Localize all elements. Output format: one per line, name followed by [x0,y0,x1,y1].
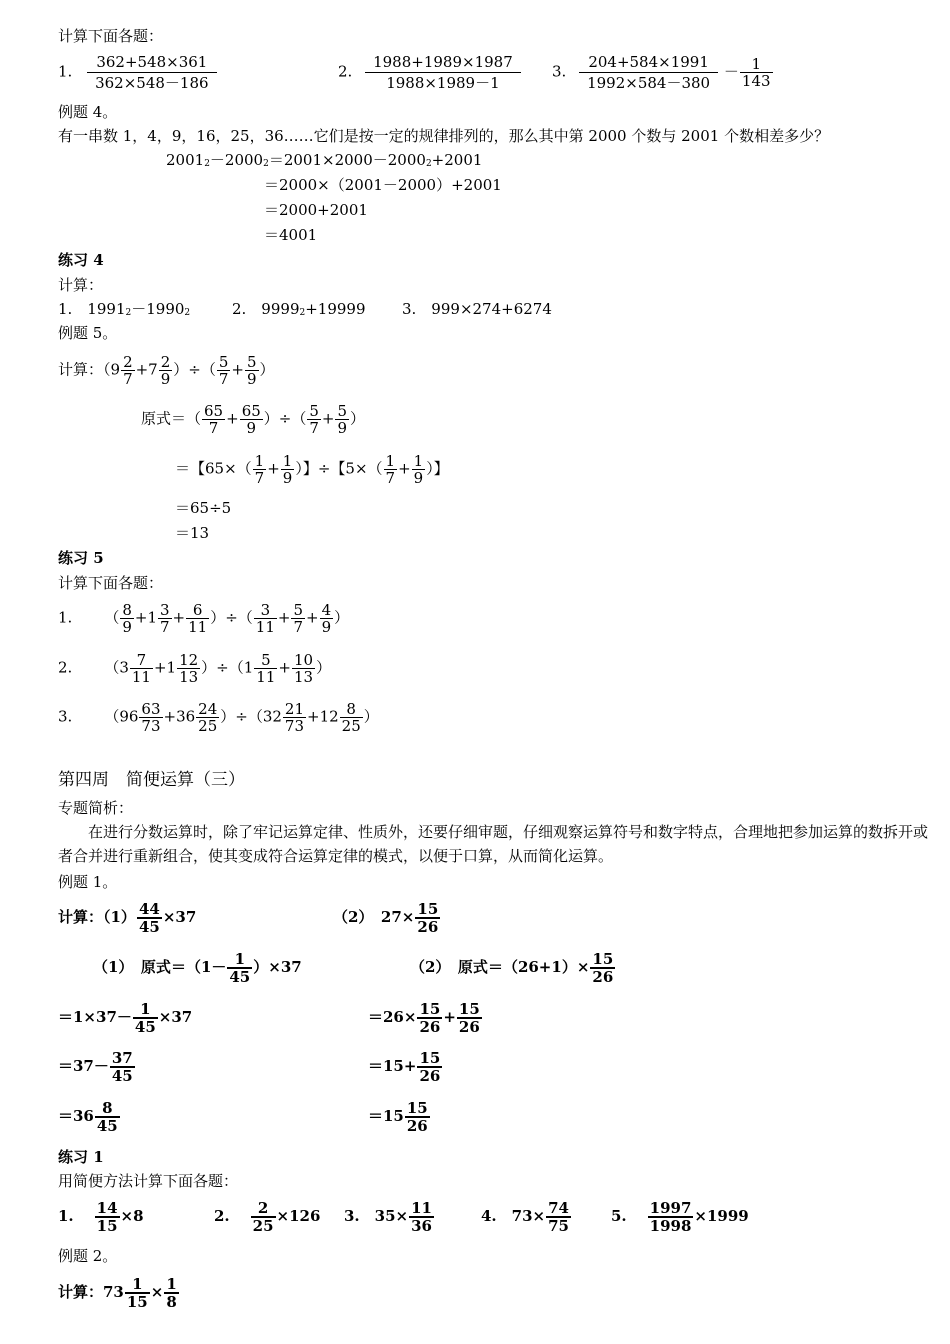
practice-item: 3. 35× $\frac{11}{36}$ [344,1199,432,1235]
fraction: $\frac{3}{11}$ [255,601,275,636]
fraction: $\frac{74}{75}$ [548,1199,569,1235]
fraction: $\frac{15}{26}$ [419,1049,441,1085]
question: （2） 27× $\frac{15}{26}$ [333,900,439,936]
fraction: $\frac{11}{36}$ [411,1199,432,1235]
section-heading: 计算下面各题： [58,27,164,45]
solution-step: ＝26× $\frac{15}{26}$ + $\frac{15}{26}$ [368,1000,480,1036]
fraction: $\frac{24}{25}$ [198,700,218,735]
fraction: $\frac{5}{11}$ [256,651,276,686]
solution-step: ＝【65×（ $\frac{1}{7}$ + $\frac{1}{9}$ ）】÷【5×（ $\frac{1}{7}$ + $\frac{1}{9}$ ）】 [175,452,449,487]
paragraph: 在进行分数运算时，除了牢记运算定律、性质外，还要仔细审题，仔细观察运算符号和数字特点，合理地把参加运算的数拆开或者合并进行重新组合，使其变成符合运算定律的模式，以便于口算，从而简化运算。 [58,823,929,865]
solution-step: ＝1×37－ $\frac{1}{45}$ ×37 [58,1000,193,1036]
fraction: $\frac{5}{9}$ [246,353,257,388]
fraction: $\frac{1997}{1998}$ [649,1199,692,1235]
solution-step: ＝2000+2001 [264,201,368,219]
practice-item: 1. （ $\frac{8}{9}$ +1 $\frac{3}{7}$ + $\frac{6}{11}$ ）÷（ $\frac{3}{11}$ + $\frac{5}{7}$ + $\frac{4}{9}$ ） [58,601,350,636]
solution-step: ＝36 $\frac{8}{45}$ [58,1099,118,1135]
fraction: $\frac{15}{26}$ [419,1000,441,1036]
fraction: $\frac{44}{45}$ [138,900,160,936]
fraction: $\frac{15}{26}$ [417,900,439,936]
fraction: $\frac{2}{7}$ [123,353,133,388]
solution-step: （1） 原式＝（1－ $\frac{1}{45}$ ）×37 [93,950,302,986]
fraction: $\frac{65}{7}$ [204,402,224,437]
solution-step: ＝65÷5 [175,499,232,517]
practice-5-label: 练习 5 [58,549,104,567]
practice-item: 2. （3 $\frac{7}{11}$ +1 $\frac{12}{13}$ ）÷（1 $\frac{5}{11}$ + $\frac{10}{13}$ ） [58,651,332,686]
solution-step: ＝2000×（2001－2000）+2001 [264,176,502,194]
chapter-title: 第四周 简便运算（三） [58,770,245,790]
fraction: $\frac{14}{15}$ [96,1199,118,1235]
fraction: $\frac{1}{45}$ [229,950,251,986]
fraction: $\frac{1}{143}$ [741,55,771,90]
solution-step: $2001_2-2000_2=2001\times 2000-2000_2+2001$ [166,151,483,169]
fraction: $\frac{2}{25}$ [252,1199,274,1235]
practice-item: 1. $\frac{14}{15}$ ×8 [58,1199,144,1235]
fraction: $\frac{1}{15}$ [126,1275,148,1311]
fraction: $\frac{1}{7}$ [385,452,396,487]
fraction: $\frac{8}{45}$ [96,1099,118,1135]
practice-item: 4. 73× $\frac{74}{75}$ [481,1199,569,1235]
fraction: $\frac{15}{26}$ [592,950,614,986]
practice-1-label: 练习 1 [58,1148,104,1166]
fraction: $\frac{6}{11}$ [188,601,208,636]
heading: 用简便方法计算下面各题： [58,1172,239,1190]
solution-step: ＝15+ $\frac{15}{26}$ [368,1049,441,1085]
solution-step: ＝37－ $\frac{37}{45}$ [58,1049,133,1085]
fraction: $\frac{204+584\times 1991}{1992\times 584-380}$ [579,52,718,93]
fraction: $\frac{4}{9}$ [321,601,332,636]
problem-1: 1. $\frac{362+548\times 361}{362\times 548-186}$ [58,52,218,93]
fraction: $\frac{8}{9}$ [122,601,132,636]
fraction: $\frac{10}{13}$ [293,651,314,686]
solution-step: （2） 原式＝（26+1）× $\frac{15}{26}$ [410,950,614,986]
fraction: $\frac{5}{7}$ [218,353,229,388]
example-5-label: 例题 5。 [58,324,118,342]
fraction: $\frac{63}{73}$ [141,700,161,735]
fraction: $\frac{65}{9}$ [241,402,261,437]
practice-item: 2. $9999_2+19999$ [232,300,366,318]
fraction: $\frac{1988+1989\times 1987}{1988\times 1989-1}$ [365,52,521,93]
question: 有一串数 1，4，9，16，25，36……它们是按一定的规律排列的，那么其中第 2000 个数与 2001 个数相差多少？ [58,127,830,145]
practice-item: 3. （96 $\frac{63}{73}$ +36 $\frac{24}{25}$ ）÷（32 $\frac{21}{73}$ +12 $\frac{8}{25}$ ） [58,700,379,735]
question: 计算：（1） $\frac{44}{45}$ ×37 [58,900,197,936]
problem-2: 2. $\frac{1988+1989\times 1987}{1988\times 1989-1}$ [338,52,522,93]
fraction: $\frac{5}{9}$ [337,402,348,437]
fraction: $\frac{37}{45}$ [111,1049,133,1085]
fraction: $\frac{1}{7}$ [254,452,265,487]
solution-step: 原式＝（ $\frac{65}{7}$ + $\frac{65}{9}$ ）÷（ $\frac{5}{7}$ + $\frac{5}{9}$ ） [141,402,366,437]
example-4-label: 例题 4。 [58,103,118,121]
fraction: $\frac{7}{11}$ [131,651,151,686]
fraction: $\frac{1}{45}$ [134,1000,156,1036]
fraction: $\frac{8}{25}$ [341,700,361,735]
fraction: $\frac{5}{7}$ [309,402,319,437]
fraction: $\frac{5}{7}$ [293,601,304,636]
solution-step: ＝4001 [264,226,318,244]
fraction: $\frac{1}{9}$ [413,452,424,487]
fraction: $\frac{1}{9}$ [282,452,293,487]
fraction: $\frac{21}{73}$ [284,700,304,735]
problem-3: 3. $\frac{204+584\times 1991}{1992\times 584-380}$ － $\frac{1}{143}$ [552,53,771,92]
question: 计算：73 $\frac{1}{15}$ × $\frac{1}{8}$ [58,1275,177,1311]
fraction: $\frac{2}{9}$ [160,353,171,388]
practice-item: 2. $\frac{2}{25}$ ×126 [214,1199,321,1235]
question: 计算：（9 $\frac{2}{7}$ +7 $\frac{2}{9}$ ）÷（ $\frac{5}{7}$ + $\frac{5}{9}$ ） [58,353,275,388]
practice-item: 5. $\frac{1997}{1998}$ ×1999 [611,1199,749,1235]
solution-step: ＝13 [175,524,210,542]
fraction: $\frac{15}{26}$ [458,1000,480,1036]
heading: 计算： [58,276,104,294]
fraction: $\frac{12}{13}$ [179,651,199,686]
practice-item: 1. $1991_2-1990_2$ [58,300,191,318]
fraction: $\frac{362+548\times 361}{362\times 548-186}$ [87,52,216,93]
fraction: $\frac{1}{8}$ [166,1275,177,1311]
example-2-label: 例题 2。 [58,1247,118,1265]
fraction: $\frac{15}{26}$ [406,1099,428,1135]
fraction: $\frac{3}{7}$ [160,601,170,636]
heading: 计算下面各题： [58,574,164,592]
practice-4-label: 练习 4 [58,251,104,269]
subheading: 专题简析： [58,799,134,817]
solution-step: ＝15 $\frac{15}{26}$ [368,1099,428,1135]
practice-item: 3. 999×274+6274 [402,300,552,318]
example-1-label: 例题 1。 [58,873,118,891]
